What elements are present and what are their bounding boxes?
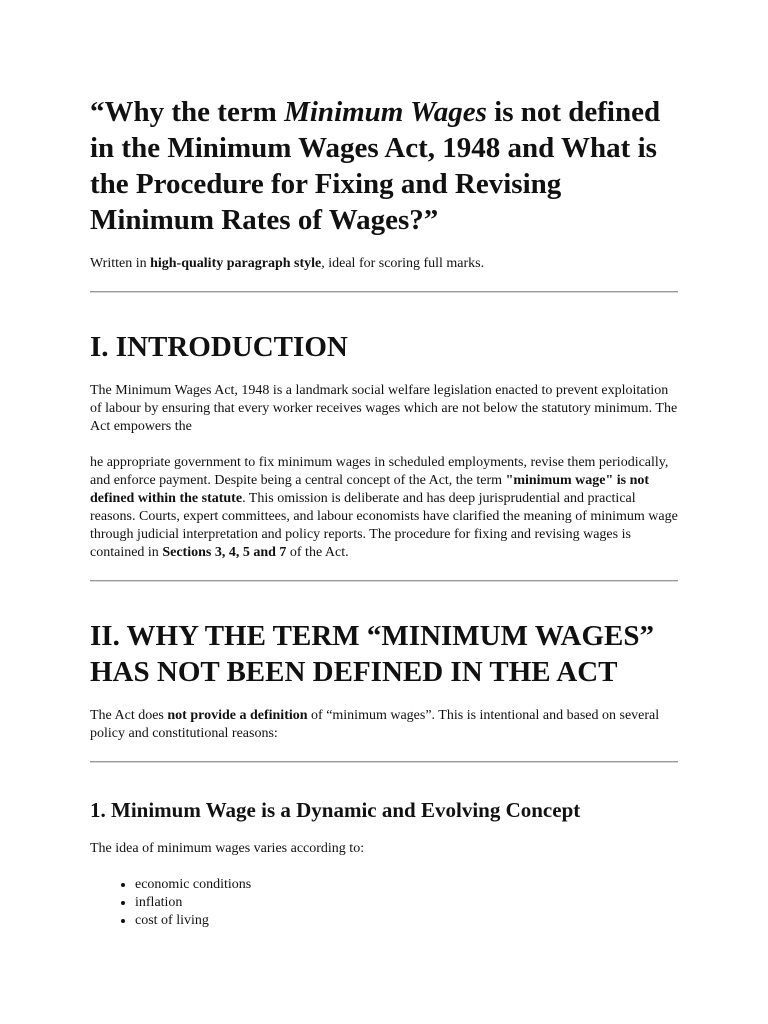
list-item: • economic conditions: [135, 876, 678, 894]
why-part2: of “minimum wages”. This is intentional and based on several policy and constitutional reasons:: [90, 708, 660, 741]
document-title: [90, 0, 678, 238]
divider: [90, 291, 678, 293]
intro-p2-bold1: "minimum wage" is not defined within the statute: [90, 473, 650, 506]
title-part2: is not defined in the Minimum Wages Act, 1948 and What is the Procedure for Fixing and Revising Minimum Rates of Wages?”: [90, 96, 661, 236]
subtitle-suffix: , ideal for scoring full marks.: [321, 256, 485, 271]
intro-p2-bold2: Sections 3, 4, 5 and 7: [162, 545, 287, 560]
divider: [90, 580, 678, 582]
why-part1: The Act does: [90, 708, 168, 723]
title-part1: “Why the term: [90, 96, 285, 128]
why-bold: not provide a definition: [167, 708, 308, 723]
section-heading-introduction: I. INTRODUCTION: [90, 331, 348, 363]
why-paragraph: [90, 707, 678, 743]
subsection-paragraph: The idea of minimum wages varies according to:: [90, 841, 365, 856]
intro-p2-part1: he appropriate government to fix minimum wages in scheduled employments, revise them periodically, and enforce payment. Despite being a central concept of the Act, the term: [90, 455, 669, 488]
intro-p2-part3: of the Act.: [286, 545, 349, 560]
subsection-heading-dynamic-concept: 1. Minimum Wage is a Dynamic and Evolving Concept: [90, 798, 581, 822]
factors-list: [90, 876, 678, 930]
title-italic: Minimum Wages: [284, 96, 487, 128]
list-item: • inflation: [135, 894, 678, 912]
list-item: • cost of living: [135, 912, 678, 930]
intro-paragraph-2: [90, 454, 678, 562]
intro-paragraph-1: The Minimum Wages Act, 1948 is a landmark social welfare legislation enacted to prevent exploitation of labour by ensuring that every worker receives wages which are not below the statutory minimum. The Act empowers the: [90, 383, 678, 434]
subtitle-bold: high-quality paragraph style: [150, 256, 322, 271]
section-heading-why: II. WHY THE TERM “MINIMUM WAGES” HAS NOT BEEN DEFINED IN THE ACT: [90, 620, 654, 688]
subtitle: [90, 255, 678, 273]
divider: [90, 761, 678, 763]
subtitle-prefix: Written in: [90, 256, 151, 271]
intro-p2-part2: . This omission is deliberate and has deep jurisprudential and practical reasons. Courts, expert committees, and labour economists have clarified the meaning of minimum wage through judicial interpretation and policy reports. The procedure for fixing and revising wages is contained in: [90, 491, 678, 560]
